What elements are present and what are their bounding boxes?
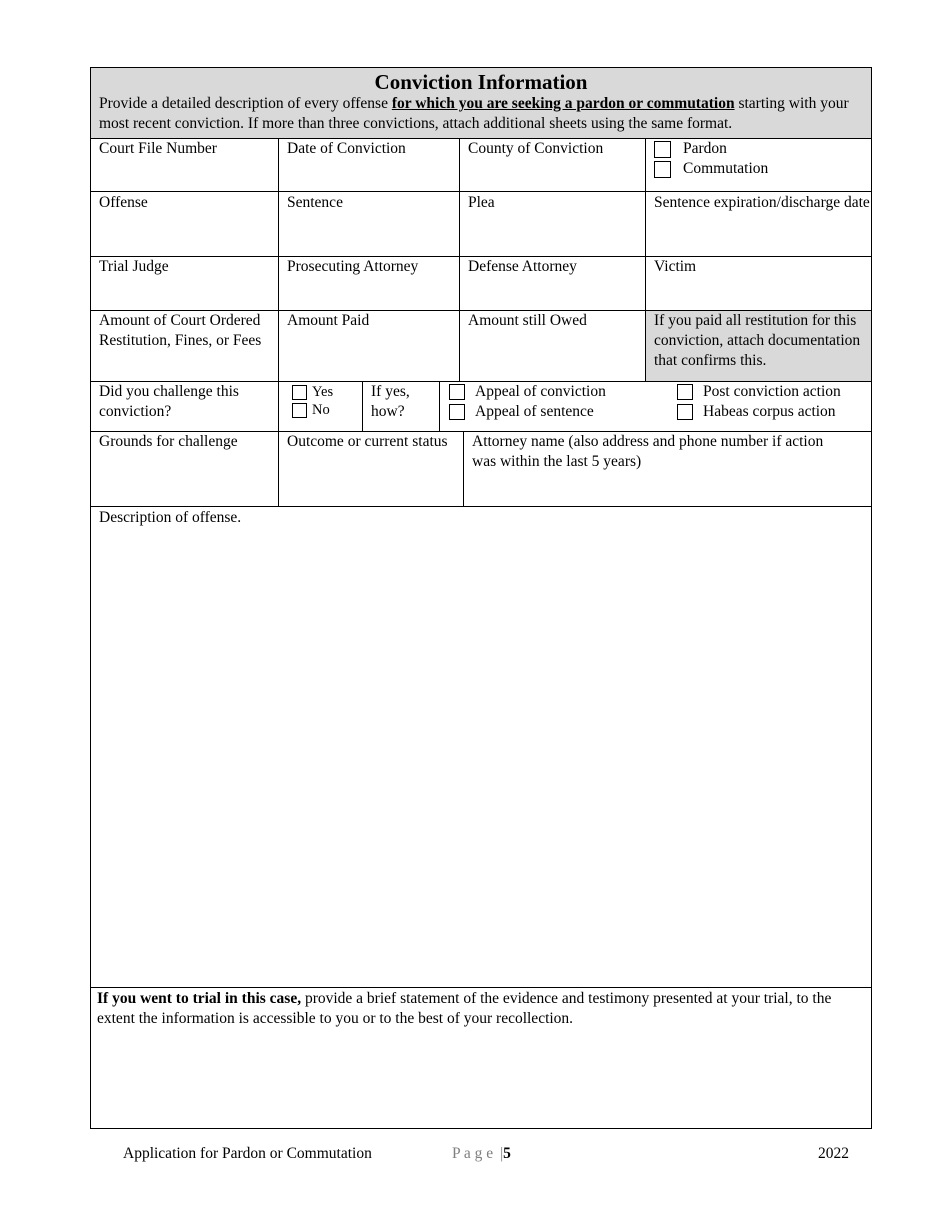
footer-application-title: Application for Pardon or Commutation: [123, 1145, 372, 1162]
offense-description-label: Description of offense.: [99, 509, 242, 526]
if-yes-how-label: If yes, how?: [371, 383, 410, 420]
outcome-status-label: Outcome or current status: [287, 433, 448, 450]
amount-owed-label: Amount still Owed: [468, 312, 587, 329]
outcome-status-field[interactable]: [279, 432, 464, 507]
challenge-no-label: No: [312, 402, 330, 418]
victim-field[interactable]: [646, 257, 871, 311]
defense-attorney-field[interactable]: [460, 257, 646, 311]
pardon-label: Pardon: [683, 140, 727, 157]
footer-page-word: P a g e: [452, 1145, 494, 1162]
if-yes-how-cell: [363, 382, 440, 432]
amount-paid-label: Amount Paid: [287, 312, 370, 329]
challenge-no-checkbox[interactable]: [292, 403, 307, 418]
offense-field[interactable]: [91, 192, 279, 257]
section-title: Conviction Information: [374, 70, 588, 94]
appeal-options-cell: [440, 382, 666, 432]
plea-label: Plea: [468, 194, 495, 211]
date-of-conviction-field[interactable]: [279, 139, 460, 192]
trial-judge-field[interactable]: [91, 257, 279, 311]
challenge-yes-checkbox[interactable]: [292, 385, 307, 400]
trial-statement-instructions: [97, 990, 831, 1027]
appeal-sentence-checkbox[interactable]: [449, 404, 465, 420]
conviction-information-form: [90, 67, 872, 1129]
victim-label: Victim: [654, 258, 697, 275]
instructions-start: Provide a detailed description of every offense: [99, 95, 392, 112]
challenge-attorney-label: Attorney name (also address and phone number if action was within the last 5 years): [472, 433, 824, 470]
prosecuting-attorney-label: Prosecuting Attorney: [287, 258, 419, 275]
county-of-conviction-field[interactable]: [460, 139, 646, 192]
habeas-corpus-checkbox[interactable]: [677, 404, 693, 420]
footer-page-indicator: [452, 1145, 511, 1163]
appeal-sentence-option: [449, 402, 666, 422]
trial-statement-emphasis: If you went to trial in this case,: [97, 990, 302, 1007]
commutation-option: [654, 159, 871, 179]
amount-owed-field[interactable]: [460, 311, 646, 382]
relief-type-cell: [646, 139, 871, 192]
restitution-note: [646, 311, 871, 382]
section-instructions: [99, 94, 863, 134]
amount-ordered-field[interactable]: [91, 311, 279, 382]
county-of-conviction-label: County of Conviction: [468, 140, 604, 157]
footer-page-number: 5: [503, 1145, 511, 1162]
defense-attorney-label: Defense Attorney: [468, 258, 577, 275]
appeal-sentence-label: Appeal of sentence: [475, 403, 594, 420]
grounds-for-challenge-field[interactable]: [91, 432, 279, 507]
court-file-number-field[interactable]: [91, 139, 279, 192]
amount-paid-field[interactable]: [279, 311, 460, 382]
pardon-option: [654, 139, 871, 159]
challenge-no-option: [292, 401, 362, 419]
trial-judge-label: Trial Judge: [99, 258, 169, 275]
post-conviction-options-cell: [666, 382, 871, 432]
challenge-attorney-field[interactable]: [464, 432, 871, 507]
trial-statement-text: provide a brief statement of the evidence and testimony presented at your trial, to the extent the information is accessible to you or to the best of your recollection.: [97, 990, 832, 1027]
sentence-label: Sentence: [287, 194, 343, 211]
appeal-conviction-label: Appeal of conviction: [475, 383, 606, 400]
commutation-label: Commutation: [683, 160, 769, 177]
prosecuting-attorney-field[interactable]: [279, 257, 460, 311]
habeas-corpus-label: Habeas corpus action: [703, 403, 836, 420]
section-header: [91, 68, 871, 139]
plea-field[interactable]: [460, 192, 646, 257]
challenge-question-cell: [91, 382, 279, 432]
restitution-note-text: If you paid all restitution for this conviction, attach documentation that confirms this.: [654, 312, 861, 369]
sentence-expiration-field[interactable]: [646, 192, 871, 257]
trial-statement-field[interactable]: [91, 988, 871, 1128]
post-conviction-option: [677, 382, 871, 402]
post-conviction-label: Post conviction action: [703, 383, 841, 400]
date-of-conviction-label: Date of Conviction: [287, 140, 406, 157]
offense-label: Offense: [99, 194, 148, 211]
sentence-field[interactable]: [279, 192, 460, 257]
grounds-for-challenge-label: Grounds for challenge: [99, 433, 238, 450]
amount-ordered-label: Amount of Court Ordered Restitution, Fines, or Fees: [99, 312, 262, 349]
footer-page-separator: |: [500, 1145, 504, 1162]
challenge-yes-no-cell: [279, 382, 363, 432]
instructions-end: starting with your most recent conviction. If more than three convictions, attach additional sheets using the same format.: [99, 95, 849, 132]
challenge-yes-label: Yes: [312, 384, 334, 400]
sentence-expiration-label: Sentence expiration/discharge date: [654, 194, 870, 211]
post-conviction-checkbox[interactable]: [677, 384, 693, 400]
appeal-conviction-checkbox[interactable]: [449, 384, 465, 400]
challenge-question-label: Did you challenge this conviction?: [99, 383, 239, 420]
habeas-corpus-option: [677, 402, 871, 422]
footer-year: 2022: [818, 1145, 849, 1162]
court-file-number-label: Court File Number: [99, 140, 217, 157]
offense-description-field[interactable]: [91, 507, 871, 988]
appeal-conviction-option: [449, 382, 666, 402]
challenge-yes-option: [292, 383, 362, 401]
pardon-checkbox[interactable]: [654, 141, 671, 158]
instructions-emphasis: for which you are seeking a pardon or commutation: [391, 95, 735, 112]
commutation-checkbox[interactable]: [654, 161, 671, 178]
